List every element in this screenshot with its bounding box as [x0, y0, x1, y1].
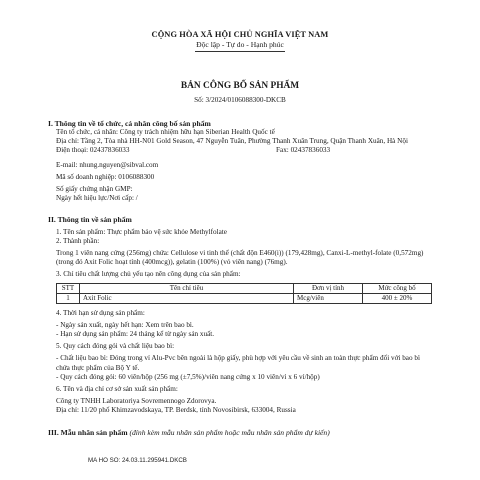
table-row: [57, 293, 432, 303]
product-name: 1. Tên sản phẩm: Thực phẩm bảo vệ sức khỏe Methylfolate: [56, 227, 227, 236]
contact-row: [56, 146, 432, 155]
gmp-expiry: Ngày hết hiệu lực/Nơi cấp: /: [56, 194, 138, 203]
packaging-material: - Chất liệu bao bì: Đóng trong vỉ Alu-Pvc bên ngoài là hộp giấy, phù hợp với yêu cầu về sinh an toàn thực phẩm đối với bao bì chứa thực phẩm của Bộ Y tế.: [56, 354, 420, 372]
shelf-life-duration: - Hạn sử dụng sản phẩm: 24 tháng kể từ ngày sản xuất.: [56, 330, 215, 339]
table-header-cell: Đơn vị tính: [294, 283, 363, 293]
org-email: E-mail: nhung.nguyen@sibval.com: [56, 160, 159, 169]
section-1-heading: I. Thông tin về tổ chức, cá nhân công bố sản phẩm: [48, 118, 211, 128]
table-cell: 400 ± 20%: [363, 293, 432, 303]
quality-criteria-table: [56, 283, 432, 304]
gmp-certificate: Số giấy chứng nhận GMP:: [56, 185, 133, 194]
section-3-heading: [48, 428, 432, 437]
shelf-life-dates: - Ngày sản xuất, ngày hết hạn: Xem trên bao bì.: [56, 320, 194, 329]
composition-label: 2. Thành phần:: [56, 236, 100, 245]
section-2-body: [48, 225, 432, 416]
table-header-cell: Mức công bố: [363, 283, 432, 293]
shelf-life-label: 4. Thời hạn sử dụng sản phẩm:: [56, 308, 145, 317]
org-address: Địa chỉ: Tầng 2, Tòa nhà HH-N01 Gold Season, 47 Nguyễn Tuân, Phường Thanh Xuân Trung, Quận Thanh Xuân, Hà Nội: [56, 137, 408, 146]
org-fax: Fax: 02437836033: [276, 146, 331, 155]
motto: Độc lập - Tự do - Hạnh phúc: [196, 40, 284, 50]
quality-criteria-label: 3. Chỉ tiêu chất lượng chủ yếu tạo nên công dụng của sản phẩm:: [56, 270, 241, 279]
table-header-row: [57, 283, 432, 293]
manufacturer-name: Công ty TNHH Laboratoriya Sovremennogo Zdorovya.: [56, 397, 217, 406]
table-header-cell: STT: [57, 283, 80, 293]
packaging-label: 5. Quy cách đóng gói và chất liệu bao bì:: [56, 342, 175, 351]
org-phone: Điện thoại: 02437836033: [56, 146, 130, 155]
section-1-body: [48, 128, 432, 203]
org-tax-code: Mã số doanh nghiệp: 0106088300: [56, 172, 155, 181]
manufacturer-label: 6. Tên và địa chỉ cơ sở sản xuất sản phẩm:: [56, 385, 178, 394]
document-title: BẢN CÔNG BỐ SẢN PHẨM: [180, 81, 300, 92]
section-3-note: (đính kèm mẫu nhãn sản phẩm hoặc mẫu nhãn sản phẩm dự kiến): [129, 427, 330, 437]
table-cell: Mcg/viên: [294, 293, 363, 303]
document-number: Số: 3/2024/0106088300-DKCB: [194, 95, 286, 104]
dossier-code: MA HO SO: 24.03.11.295941.DKCB: [88, 457, 187, 464]
manufacturer-address: Địa chỉ: 11/20 phố Khimzavodskaya, TP. Berdsk, tỉnh Novosibirsk, 633004, Russia: [56, 406, 296, 415]
composition-text: Trong 1 viên nang cứng (256mg) chứa: Cellulose vi tinh thể (chất độn E460(i)) (179,428mg), Canxi-L-methyl-folate (0,572mg) (trong đó Axit Folic hoạt tính (400mcg)), gelatin (100%) (vỏ viên nang) (76mg).: [56, 249, 424, 267]
table-cell: Axit Folic: [80, 293, 294, 303]
packaging-spec: - Quy cách đóng gói: 60 viên/hộp (256 mg (±7,5%)/viên nang cứng x 10 viên/vỉ x 6 vỉ/hộp): [56, 372, 320, 381]
table-header-cell: Tên chỉ tiêu: [80, 283, 294, 293]
nation-header: CỘNG HÒA XÃ HỘI CHỦ NGHĨA VIỆT NAM: [151, 30, 329, 39]
motto-underline: [195, 51, 285, 52]
section-2-heading: II. Thông tin về sản phẩm: [48, 215, 132, 225]
section-3-title: III. Mẫu nhãn sản phẩm: [48, 427, 128, 437]
org-name: Tên tổ chức, cá nhân: Công ty trách nhiệm hữu hạn Siberian Health Quốc tế: [56, 128, 275, 137]
table-cell: 1: [57, 293, 80, 303]
